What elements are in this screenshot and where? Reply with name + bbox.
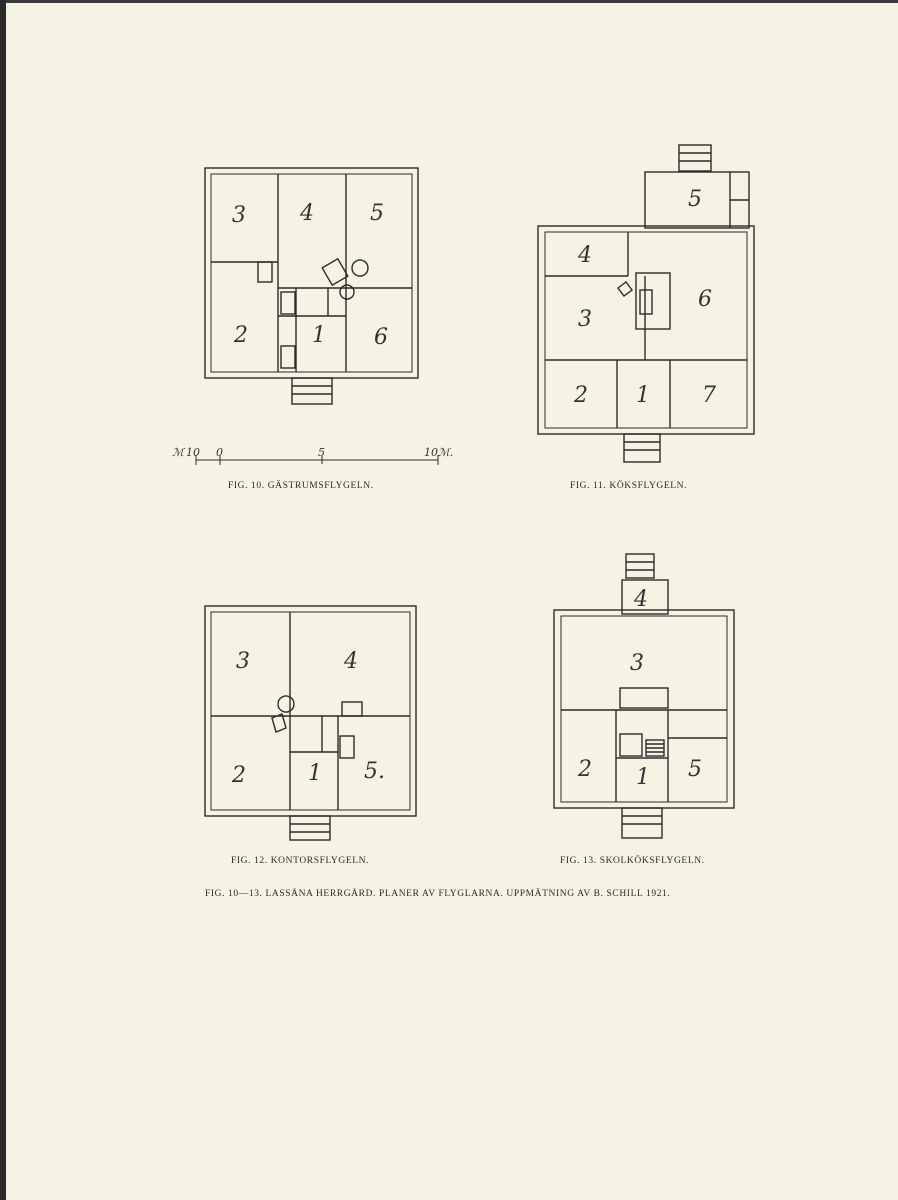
fig12-room-2-label: 4: [344, 649, 358, 674]
fig10-caption: FIG. 10. GÄSTRUMSFLYGELN.: [228, 481, 374, 491]
fig10-room-1-label: 3: [232, 203, 246, 228]
fig11-plan: [538, 145, 754, 462]
fig12-room-3-label: 2: [232, 763, 246, 788]
fig10-room-5-label: 1: [312, 323, 326, 348]
scale-unit-prefix: ℳ: [172, 446, 184, 459]
fig10-room-3-label: 5: [370, 201, 384, 226]
fig11-room-5-label: 2: [574, 383, 588, 408]
main-caption: FIG. 10—13. LASSÅNA HERRGÅRD. PLANER AV FLYGLARNA. UPPMÄTNING AV B. SCHILL 1921.: [205, 889, 671, 899]
fig12-plan: [205, 606, 416, 840]
scale-end-label: 10ℳ.: [424, 446, 454, 459]
fig13-room-2-label: 3: [630, 651, 644, 676]
fig11-room-4-label: 3: [578, 307, 592, 332]
fig10-room-4-label: 2: [234, 323, 248, 348]
fig11-caption: FIG. 11. KÖKSFLYGELN.: [570, 481, 688, 491]
fig10-room-2-label: 4: [300, 201, 314, 226]
fig13-room-1-label: 4: [634, 587, 648, 612]
scale-start-label: 10: [186, 446, 200, 459]
fig11-room-1-label: 5: [688, 187, 702, 212]
fig10-room-6-label: 6: [374, 325, 388, 350]
fig11-room-2-label: 4: [578, 243, 592, 268]
fig12-room-5-label: 5.: [364, 759, 385, 784]
fig13-room-5-label: 5: [688, 757, 702, 782]
fig12-room-labels: [231, 649, 385, 788]
fig10-room-labels: [232, 201, 388, 350]
fig12-caption: FIG. 12. KONTORSFLYGELN.: [231, 856, 370, 866]
scale-labels: [172, 446, 453, 459]
fig13-room-3-label: 2: [578, 757, 592, 782]
fig13-room-4-label: 1: [636, 765, 650, 790]
fig12-room-1-label: 3: [236, 649, 250, 674]
scale-zero-label: 0: [216, 446, 223, 459]
fig12-room-4-label: 1: [308, 761, 322, 786]
fig13-caption: FIG. 13. SKOLKÖKSFLYGELN.: [560, 856, 705, 866]
fig11-room-6-label: 1: [636, 383, 650, 408]
fig11-room-3-label: 6: [698, 287, 712, 312]
fig11-room-7-label: 7: [702, 383, 716, 408]
scale-mid-label: 5: [318, 446, 325, 459]
scale-bar: [196, 455, 438, 465]
